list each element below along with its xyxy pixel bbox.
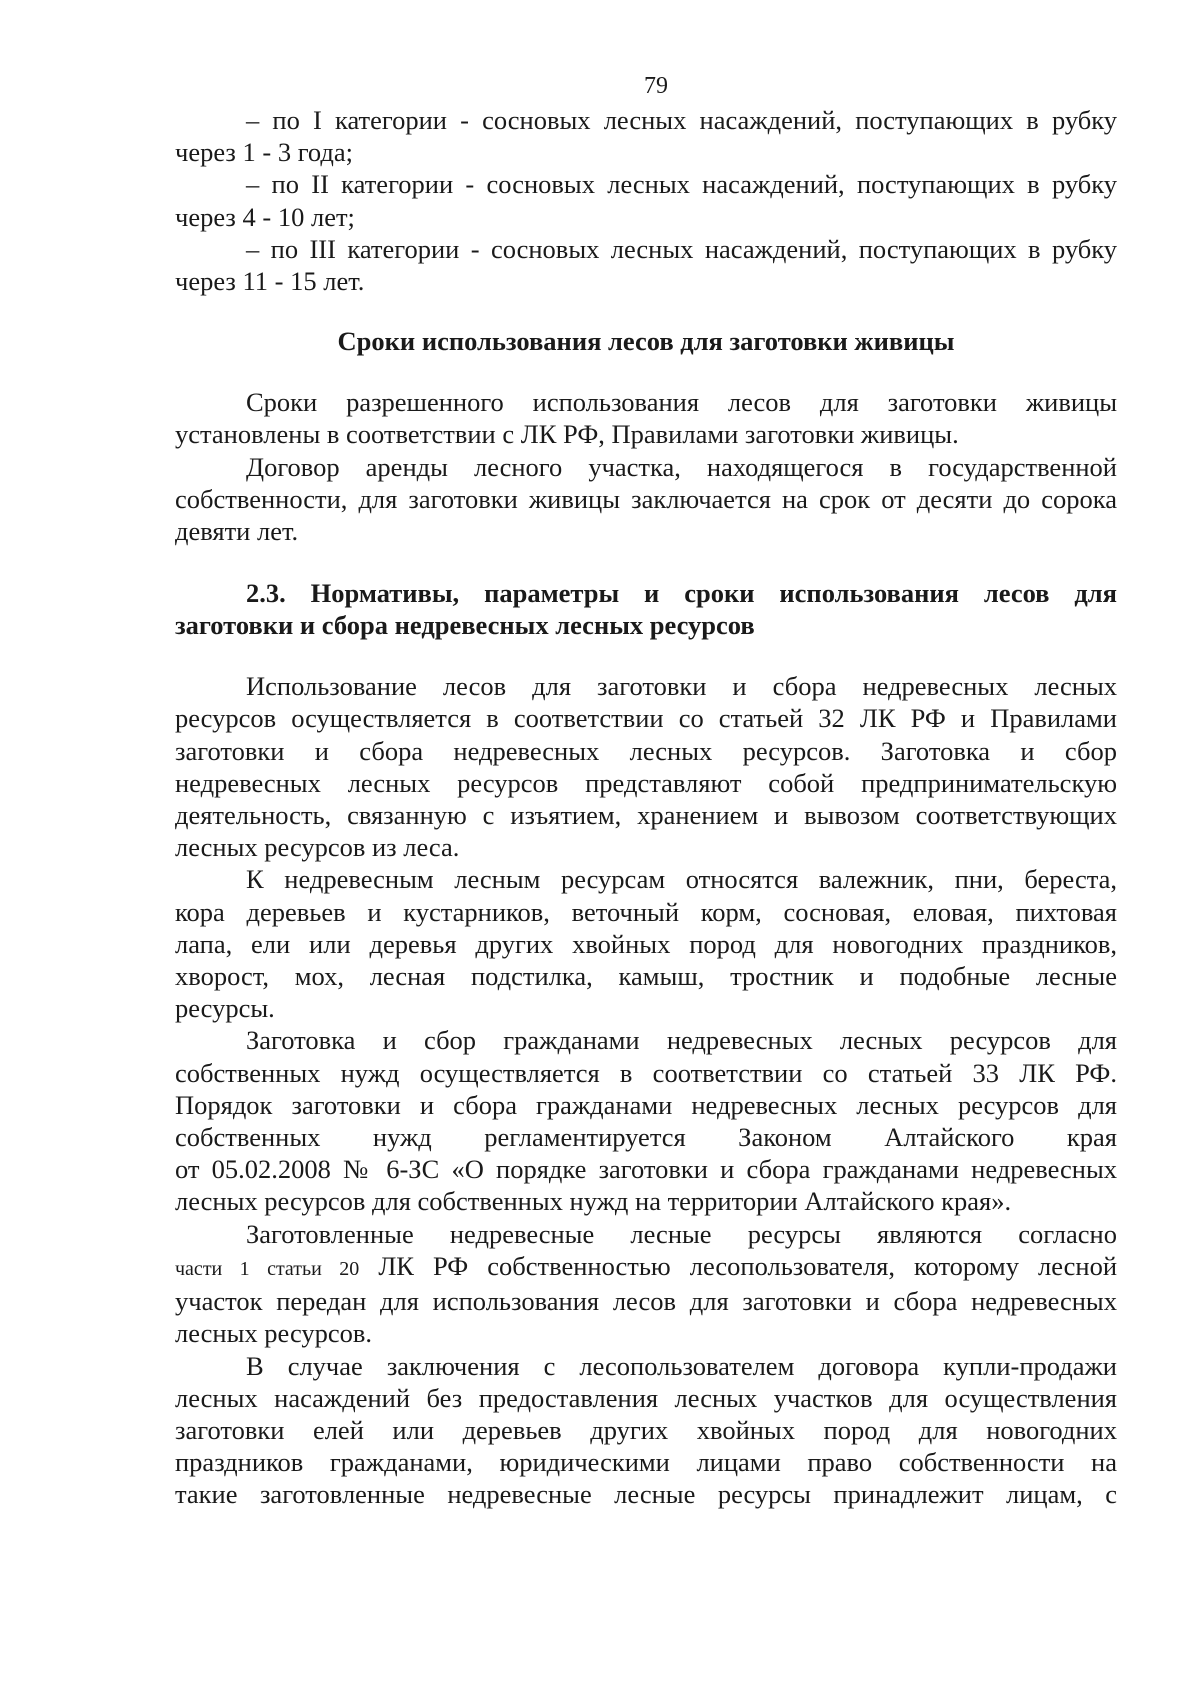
- s23-p5-line: лесных насаждений без предоставления лесных участков для осуществления: [175, 1382, 1117, 1413]
- list-item-1-line-2: через 1 - 3 года;: [175, 137, 354, 168]
- s23-paragraph-2: [175, 863, 1117, 1024]
- s23-p4-line-3: участок передан для использования лесов для заготовки и сбора недревесных: [175, 1286, 1117, 1317]
- s23-p3-line: собственных нужд регламентируется Законом Алтайского края: [175, 1122, 1117, 1153]
- s23-p4-line-1: Заготовленные недревесные лесные ресурсы являются согласно: [246, 1218, 1117, 1249]
- s23-p5-line: В случае заключения с лесопользователем договора купли-продажи: [246, 1350, 1117, 1381]
- s23-p4-line-2-rest: ЛК РФ собственностью лесопользователя, которому лесной: [359, 1250, 1117, 1281]
- s23-p2-line: ресурсы.: [175, 993, 275, 1024]
- category-list: [175, 104, 1117, 297]
- section-2-3-heading-line-1: 2.3. Нормативы, параметры и сроки использования лесов для: [246, 578, 1117, 609]
- s23-paragraph-3: [175, 1024, 1117, 1217]
- s23-p3-line: от 05.02.2008 № 6-ЗС «О порядке заготовки и сбора гражданами недревесных: [175, 1154, 1117, 1185]
- s23-p4-line-4: лесных ресурсов.: [175, 1318, 373, 1349]
- list-item-3-line-2: через 11 - 15 лет.: [175, 266, 365, 297]
- s23-p1-line: Использование лесов для заготовки и сбора недревесных лесных: [246, 671, 1117, 702]
- resin-p1-line-2: установлены в соответствии с ЛК РФ, Правилами заготовки живицы.: [175, 419, 959, 450]
- s23-p3-line: собственных нужд осуществляется в соответствии со статьей 33 ЛК РФ.: [175, 1057, 1117, 1088]
- s23-p4-small-ref: части 1 статьи 20: [175, 1257, 360, 1280]
- s23-p2-line: К недревесным лесным ресурсам относятся валежник, пни, береста,: [246, 864, 1117, 895]
- s23-p3-line: Заготовка и сбор гражданами недревесных лесных ресурсов для: [246, 1025, 1117, 1056]
- s23-p5-line: праздников гражданами, юридическими лицами право собственности на: [175, 1447, 1117, 1478]
- section-heading-resin: Сроки использования лесов для заготовки живицы: [337, 326, 955, 357]
- s23-paragraph-4: [175, 1218, 1117, 1350]
- s23-p1-line: недревесных лесных ресурсов представляют собой предпринимательскую: [175, 767, 1117, 798]
- resin-p1-line-1: Сроки разрешенного использования лесов для заготовки живицы: [246, 387, 1117, 418]
- document-page: [175, 68, 1117, 1511]
- list-item-1-line-1: – по I категории - сосновых лесных насаждений, поступающих в рубку: [246, 105, 1117, 135]
- s23-p2-line: лапа, ели или деревья других хвойных пород для новогодних праздников,: [175, 928, 1117, 959]
- s23-paragraph-1: [175, 670, 1117, 863]
- s23-p1-line: заготовки и сбора недревесных лесных ресурсов. Заготовка и сбор: [175, 735, 1117, 766]
- section-heading-2-3: [175, 577, 1117, 641]
- list-item-2-line-2: через 4 - 10 лет;: [175, 201, 355, 232]
- list-item-3-line-1: – по III категории - сосновых лесных насаждений, поступающих в рубку: [246, 233, 1117, 264]
- resin-paragraph-1: [175, 386, 1117, 450]
- s23-p4-line-2: [175, 1250, 1117, 1285]
- s23-p2-line: кора деревьев и кустарников, веточный корм, сосновая, еловая, пихтовая: [175, 896, 1117, 927]
- s23-p3-line: Порядок заготовки и сбора гражданами недревесных лесных ресурсов для: [175, 1089, 1117, 1120]
- resin-paragraph-2: [175, 451, 1117, 548]
- s23-p1-line: лесных ресурсов из леса.: [175, 832, 460, 863]
- resin-p2-line-2: собственности, для заготовки живицы заключается на срок от десяти до сорока: [175, 483, 1117, 514]
- s23-p2-line: хворост, мох, лесная подстилка, камыш, тростник и подобные лесные: [175, 961, 1117, 992]
- s23-p5-line: такие заготовленные недревесные лесные ресурсы принадлежит лицам, с: [175, 1479, 1117, 1510]
- s23-p1-line: ресурсов осуществляется в соответствии со статьей 32 ЛК РФ и Правилами: [175, 703, 1117, 734]
- s23-paragraph-5: [175, 1350, 1117, 1511]
- section-2-3-heading-line-2: заготовки и сбора недревесных лесных ресурсов: [175, 610, 755, 641]
- s23-p5-line: заготовки елей или деревьев других хвойных пород для новогодних: [175, 1414, 1117, 1445]
- list-item-2-line-1: – по II категории - сосновых лесных насаждений, поступающих в рубку: [246, 169, 1117, 200]
- s23-p3-line: лесных ресурсов для собственных нужд на территории Алтайского края».: [175, 1186, 1012, 1217]
- resin-p2-line-1: Договор аренды лесного участка, находящегося в государственной: [246, 451, 1117, 482]
- resin-p2-line-3: девяти лет.: [175, 516, 299, 547]
- s23-p1-line: деятельность, связанную с изъятием, хранением и вывозом соответствующих: [175, 800, 1117, 831]
- page-number: 79: [644, 73, 668, 99]
